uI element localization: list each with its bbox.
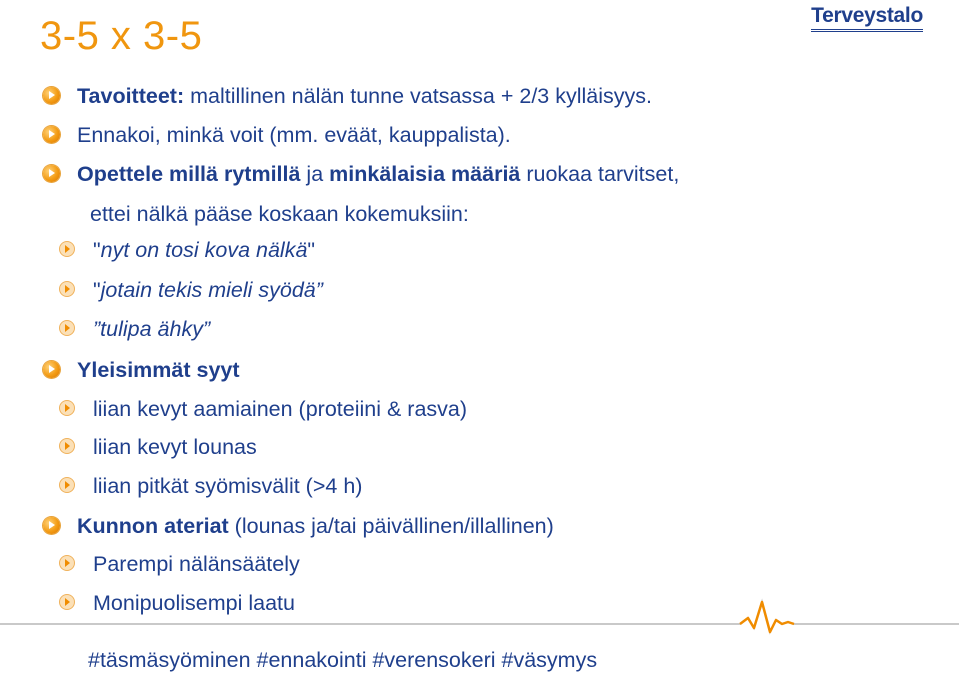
bullet-icon xyxy=(60,401,74,415)
learn-rest: ruokaa tarvitset, xyxy=(520,162,680,186)
list-item-common-causes xyxy=(77,357,240,383)
quote-hungry-text: nyt on tosi kova nälkä xyxy=(100,238,308,262)
goals-label: Tavoitteet: xyxy=(77,84,185,108)
proper-meals-label: Kunnon ateriat xyxy=(77,514,229,538)
learn-amounts: minkälaisia määriä xyxy=(329,162,521,186)
list-item-learn xyxy=(77,161,679,187)
proper-meals-text: (lounas ja/tai päivällinen/illallinen) xyxy=(228,514,554,538)
cause-breakfast: liian kevyt aamiainen (proteiini & rasva) xyxy=(93,397,468,421)
bullet-icon xyxy=(60,282,74,296)
quote-craving-text: jotain tekis mieli syödä” xyxy=(100,278,323,302)
bullet-icon xyxy=(60,321,74,335)
footer-hashtags: #täsmäsyöminen #ennakointi #verensokeri #väsymys xyxy=(88,648,598,672)
bullet-icon xyxy=(60,478,74,492)
bullet-icon xyxy=(60,439,74,453)
cause-lunch: liian kevyt lounas xyxy=(93,435,257,459)
common-causes-heading: Yleisimmät syyt xyxy=(77,358,240,382)
quote-craving: "jotain tekis mieli syödä” xyxy=(93,278,323,302)
bullet-icon xyxy=(60,242,74,256)
bullet-icon xyxy=(43,517,60,534)
bullet-icon xyxy=(43,126,60,143)
list-item-goals xyxy=(77,83,652,109)
quote-overeat xyxy=(93,316,210,342)
benefit-variety: Monipuolisempi laatu xyxy=(93,591,295,615)
goals-text: maltillinen nälän tunne vatsassa + 2/3 kylläisyys. xyxy=(184,84,652,108)
heartbeat-divider xyxy=(0,596,959,636)
list-item-anticipate: Ennakoi, minkä voit (mm. eväät, kauppalista). xyxy=(77,123,511,147)
slide-title: 3-5 x 3-5 xyxy=(40,14,203,58)
learn-join: ja xyxy=(300,162,330,186)
list-item-proper-meals xyxy=(77,513,554,539)
bullet-icon xyxy=(43,165,60,182)
quote-overeat-text: ”tulipa ähky” xyxy=(93,317,211,341)
learn-rhythm: Opettele millä rytmillä xyxy=(77,162,301,186)
terveystalo-logo: Terveystalo xyxy=(811,4,923,32)
quote-hungry: "nyt on tosi kova nälkä" xyxy=(93,238,316,262)
bullet-icon xyxy=(43,87,60,104)
cause-intervals: liian pitkät syömisvälit (>4 h) xyxy=(93,474,363,498)
benefit-hunger-regulation: Parempi nälänsäätely xyxy=(93,552,300,576)
list-item-continuation: ettei nälkä pääse koskaan kokemuksiin: xyxy=(90,202,469,226)
bullet-icon xyxy=(43,361,60,378)
bullet-icon xyxy=(60,556,74,570)
